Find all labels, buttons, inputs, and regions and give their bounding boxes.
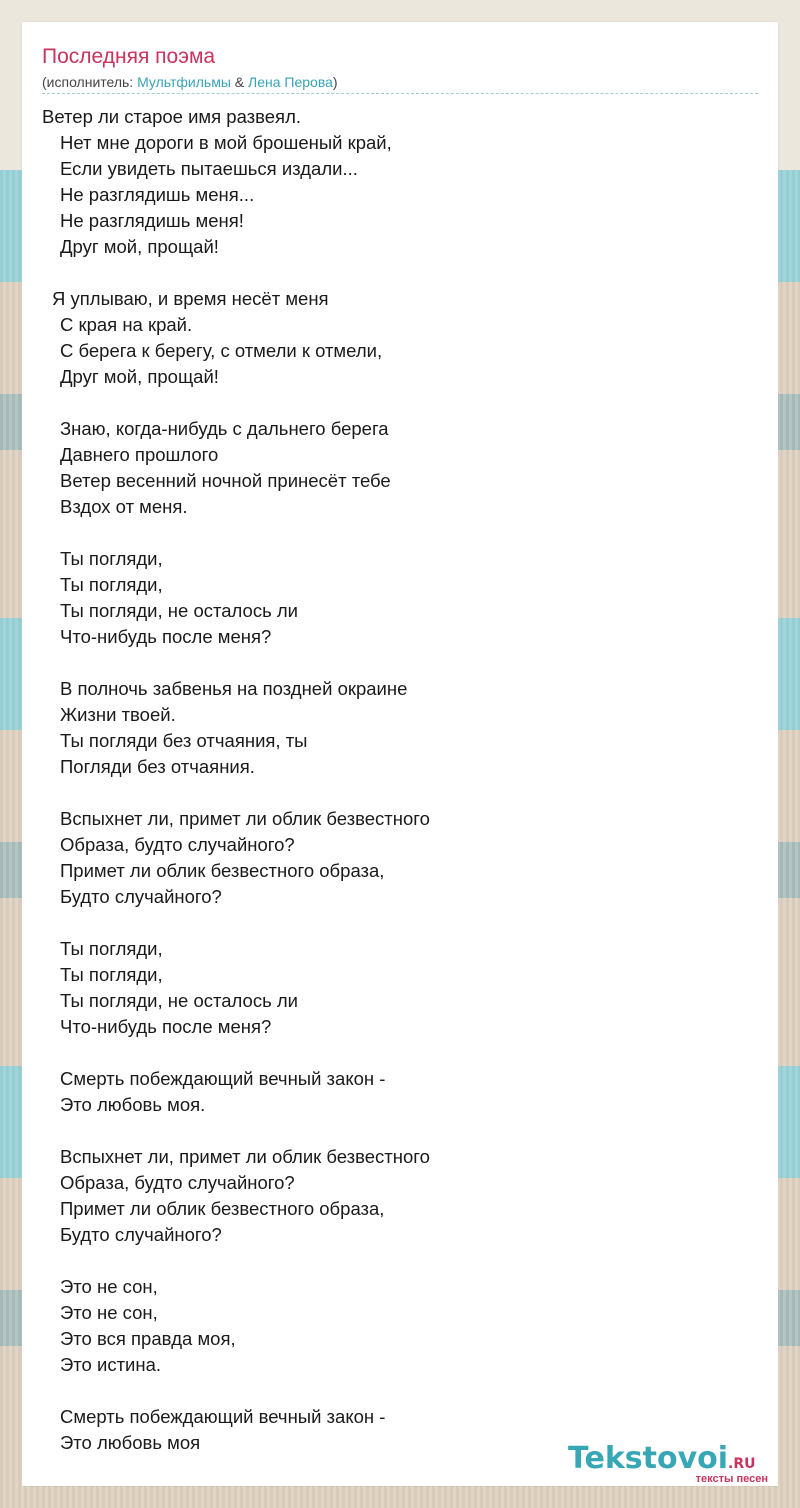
performer-line: [42, 73, 338, 91]
lyric-line: Что-нибудь после меня?: [60, 626, 272, 647]
lyric-line: [42, 390, 762, 416]
logo-main-text: Tekstovoi: [568, 1441, 729, 1476]
performer-separator: &: [230, 74, 249, 90]
lyric-line: Образа, будто случайного?: [60, 834, 295, 855]
performer-suffix: ): [332, 74, 338, 90]
logo-tld: .RU: [728, 1456, 756, 1472]
performer-prefix: (исполнитель:: [42, 74, 138, 90]
lyric-line: Нет мне дороги в мой брошеный край,: [60, 132, 392, 153]
lyrics-card: [22, 22, 778, 1486]
lyric-line: Смерть побеждающий вечный закон -: [60, 1068, 386, 1089]
lyric-line: Образа, будто случайного?: [60, 1172, 295, 1193]
lyric-line: Ты погляди,: [60, 964, 163, 985]
lyric-line: Ветер ли старое имя развеял.: [42, 106, 301, 127]
logo-subtitle: тексты песен: [695, 1473, 768, 1485]
lyric-line: Друг мой, прощай!: [60, 236, 219, 257]
performer-link-lena-perova[interactable]: Лена Перова: [248, 74, 333, 90]
lyric-line: [42, 260, 762, 286]
lyric-line: Это истина.: [60, 1354, 162, 1375]
lyric-line: [42, 1378, 762, 1404]
lyric-line: Погляди без отчаяния.: [60, 756, 255, 777]
lyric-line: Знаю, когда-нибудь с дальнего берега: [60, 418, 389, 439]
lyric-line: В полночь забвенья на поздней окраине: [60, 678, 408, 699]
lyric-line: [42, 910, 762, 936]
lyric-line: Друг мой, прощай!: [60, 366, 219, 387]
site-logo[interactable]: [568, 1442, 772, 1488]
lyric-line: Не разглядишь меня...: [60, 184, 255, 205]
lyric-line: Вспыхнет ли, примет ли облик безвестного: [60, 1146, 430, 1167]
lyric-line: Я уплываю, и время несёт меня: [52, 288, 329, 309]
lyric-line: [42, 520, 762, 546]
lyric-line: Это любовь моя.: [60, 1094, 206, 1115]
lyric-line: Ты погляди, не осталось ли: [60, 600, 298, 621]
lyric-line: Ты погляди,: [60, 574, 163, 595]
lyric-line: Будто случайного?: [60, 886, 222, 907]
lyric-line: С берега к берегу, с отмели к отмели,: [60, 340, 383, 361]
lyric-line: Ты погляди, не осталось ли: [60, 990, 298, 1011]
lyric-line: Это не сон,: [60, 1276, 158, 1297]
performer-link-multfilmy[interactable]: Мультфильмы: [137, 74, 231, 90]
song-title: Последняя поэма: [42, 45, 216, 68]
lyric-line: Жизни твоей.: [60, 704, 176, 725]
lyric-line: Это любовь моя: [60, 1432, 201, 1453]
lyric-line: Давнего прошлого: [60, 444, 219, 465]
lyric-line: Будто случайного?: [60, 1224, 222, 1245]
lyric-line: Примет ли облик безвестного образа,: [60, 860, 385, 881]
lyric-line: [42, 1040, 762, 1066]
lyric-line: [42, 1118, 762, 1144]
lyric-line: Что-нибудь после меня?: [60, 1016, 272, 1037]
lyric-line: Ты погляди,: [60, 548, 163, 569]
lyric-line: Вздох от меня.: [60, 496, 188, 517]
lyric-line: С края на край.: [60, 314, 193, 335]
title-divider: [42, 93, 758, 94]
lyric-line: [42, 1248, 762, 1274]
lyric-line: Ты погляди,: [60, 938, 163, 959]
lyric-line: [42, 650, 762, 676]
lyric-line: Смерть побеждающий вечный закон -: [60, 1406, 386, 1427]
lyric-line: Ветер весенний ночной принесёт тебе: [60, 470, 391, 491]
lyrics-text: [42, 104, 762, 1456]
lyric-line: Не разглядишь меня!: [60, 210, 244, 231]
lyric-line: [42, 780, 762, 806]
lyric-line: Если увидеть пытаешься издали...: [60, 158, 358, 179]
lyric-line: Это вся правда моя,: [60, 1328, 236, 1349]
lyric-line: Ты погляди без отчаяния, ты: [60, 730, 308, 751]
lyric-line: Это не сон,: [60, 1302, 158, 1323]
lyric-line: Примет ли облик безвестного образа,: [60, 1198, 385, 1219]
lyric-line: Вспыхнет ли, примет ли облик безвестного: [60, 808, 430, 829]
